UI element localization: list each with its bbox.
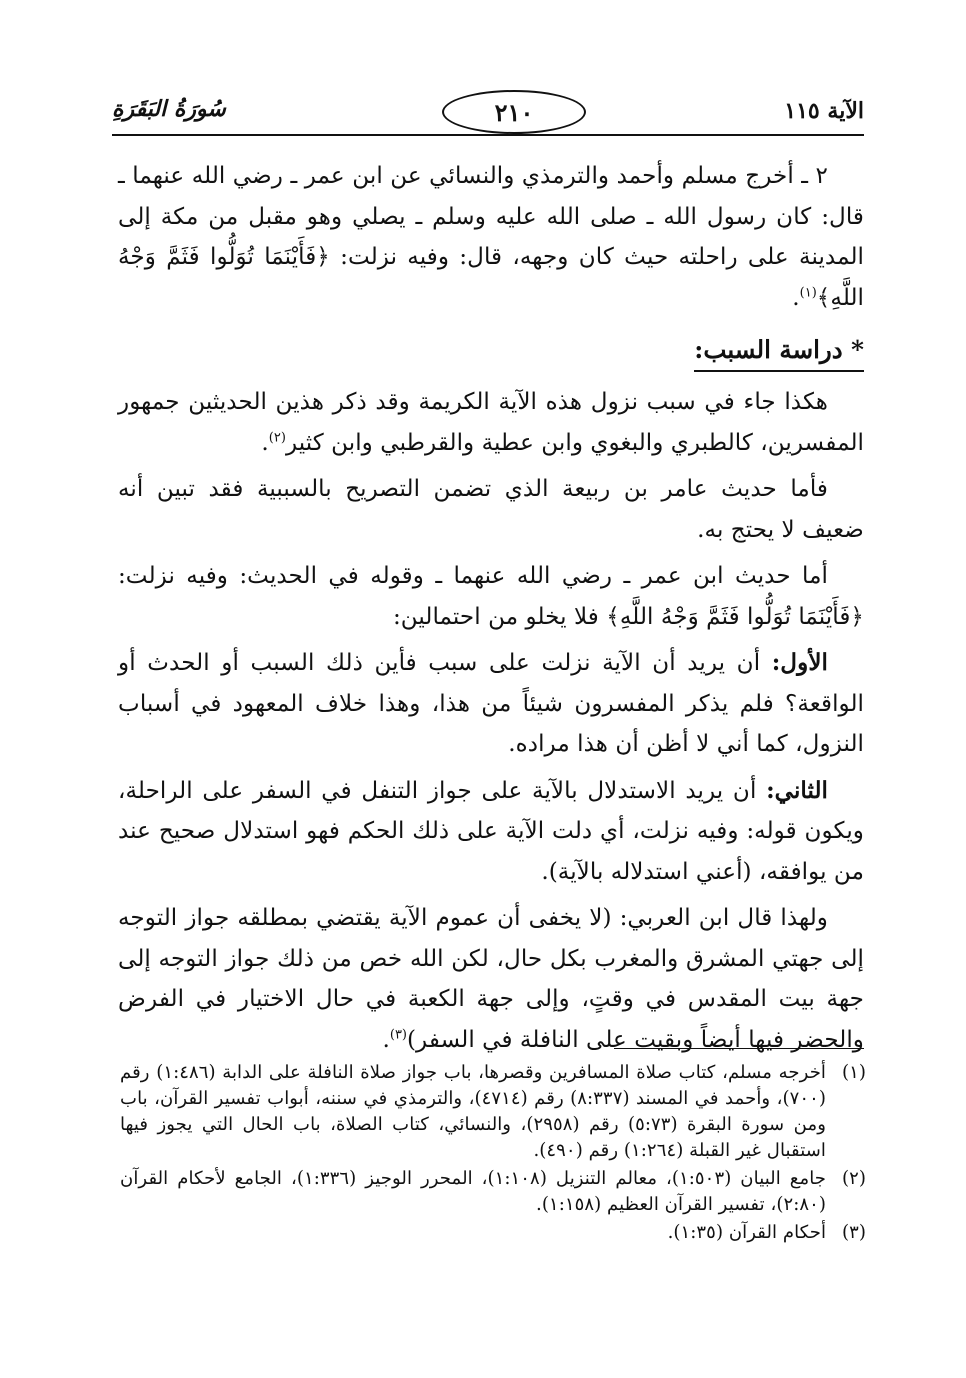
footnote	[120, 1220, 866, 1246]
paragraph-4: أما حديث ابن عمر ـ رضي الله عنهما ـ وقوله في الحديث: وفيه نزلت: ﴿فَأَيْنَمَا تُوَلُّوا فَثَمَّ وَجْهُ اللَّهِ﴾ فلا يخلو من احتمالين:	[118, 562, 864, 630]
footnotes	[120, 1060, 866, 1248]
footnote-number: (١)	[842, 1062, 866, 1083]
paragraph-1	[118, 156, 864, 318]
page-header	[112, 86, 864, 136]
paragraph-6-lead: الثاني:	[766, 776, 828, 804]
footnote-number: (٣)	[842, 1222, 866, 1243]
footnote	[120, 1060, 866, 1164]
paragraph-2-text: هكذا جاء في سبب نزول هذه الآية الكريمة وقد ذكر هذين الحديثين جمهور المفسرين، كالطبري والبغوي وابن عطية والقرطبي وابن كثير	[118, 388, 864, 456]
section-heading: * دراسة السبب:	[694, 332, 864, 372]
footnote-ref-1: (١)	[799, 284, 817, 300]
footnote-text: أحكام القرآن (١:٣٥).	[667, 1222, 826, 1243]
paragraph-6-text: أن يريد الاستدلال بالآية على جواز التنفل في السفر على الراحلة، ويكون قوله: وفيه نزلت، أي دلت الآية على ذلك الحكم فهو استدلال صحيح عند من يوافقه، (أعني استدلاله بالآية).	[118, 776, 864, 885]
paragraph-5	[118, 643, 864, 765]
paragraph-5-text: أن يريد أن الآية نزلت على سبب فأين ذلك السبب أو الحدث أو الواقعة؟ فلم يذكر المفسرون شيئاً من هذا، وهذا خلاف المعهود في أسباب النزول، كما أني لا أظن أن هذا مراده.	[118, 649, 864, 757]
footnote-ref-2: (٢)	[268, 429, 286, 445]
paragraph-2	[118, 382, 864, 463]
paragraph-7	[118, 898, 864, 1060]
paragraph-1-text: ٢ ـ أخرج مسلم وأحمد والترمذي والنسائي عن ابن عمر ـ رضي الله عنهما ـ قال: كان رسول الله ـ صلى الله عليه وسلم ـ يصلي وهو مقبل من مكة إلى المدينة على راحلته حيث كان وجهه، قال: وفيه نزلت: ﴿فَأَيْنَمَا تُوَلُّوا فَثَمَّ وَجْهُ اللَّهِ﴾	[118, 162, 864, 311]
header-divider	[112, 134, 864, 136]
paragraph-6	[118, 771, 864, 893]
paragraph-1-end: .	[792, 283, 800, 311]
paragraph-2-end: .	[261, 428, 269, 456]
ayah-label: الآية ١١٥	[784, 98, 864, 124]
footnote-text: أخرجه مسلم، كتاب صلاة المسافرين وقصرها، باب جواز صلاة النافلة على الدابة (١:٤٨٦) رقم (٧٠٠)، وأحمد في المسند (٨:٣٣٧) رقم (٤٧١٤)، والترمذي في سننه، أبواب تفسير القرآن، باب ومن سورة البقرة (٥:٧٣) رقم (٢٩٥٨)، والنسائي، كتاب الصلاة، باب الحال التي يجوز فيها استقبال غير القبلة (١:٢٦٤) رقم (٤٩٠).	[120, 1062, 826, 1161]
footnote-text: جامع البيان (١:٥٠٣)، معالم التنزيل (١:١٠٨)، المحرر الوجيز (١:٣٣٦)، الجامع لأحكام القرآن (٢:٨٠)، تفسير القرآن العظيم (١:١٥٨).	[120, 1168, 826, 1215]
paragraph-7-text: ولهذا قال ابن العربي: (لا يخفى أن عموم الآية يقتضي بمطلقه جواز التوجه إلى جهتي المشرق والمغرب بكل حال، لكن الله خص من ذلك جواز التوجه إلى جهة بيت المقدس في وقتٍ، وإلى جهة الكعبة في حال الاختيار في الفرض والحضر فيها أيضاً وبقيت على النافلة في السفر)	[118, 904, 864, 1053]
paragraph-5-lead: الأول:	[771, 649, 828, 676]
page-number: ٢١٠	[494, 97, 534, 127]
paragraph-7-end: .	[382, 1025, 390, 1053]
footnote	[120, 1166, 866, 1218]
paragraph-3: فأما حديث عامر بن ربيعة الذي تضمن التصريح بالسببية فقد تبين أنه ضعيف لا يحتج به.	[118, 475, 864, 543]
footnote-divider	[614, 1048, 864, 1049]
footnote-number: (٢)	[842, 1168, 866, 1189]
page-number-oval	[442, 90, 586, 134]
surah-label: سُورَةُ البَقَرَةِ	[112, 96, 226, 122]
footnote-ref-3: (٣)	[389, 1026, 407, 1042]
main-text	[118, 156, 864, 1066]
